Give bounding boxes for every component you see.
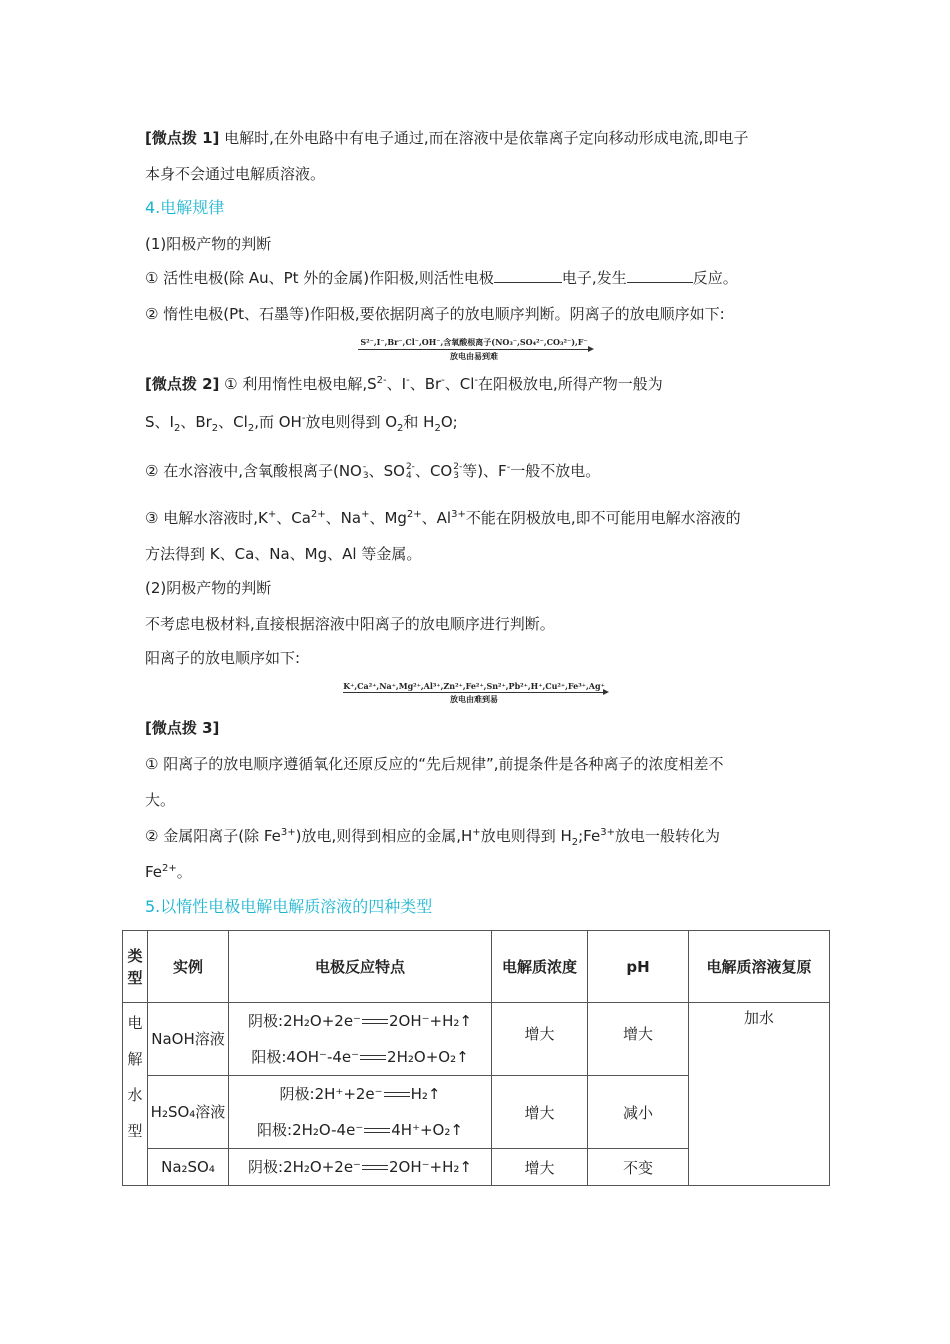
cation-order-text: K⁺,Ca²⁺,Na⁺,Mg²⁺,Al³⁺,Zn²⁺,Fe²⁺,Sn²⁺,Pb²⁺,H⁺,Cu²⁺,Fe³⁺,Ag⁺ — [343, 681, 605, 691]
header-concentration: 电解质浓度 — [492, 931, 588, 1003]
section4-sub2: (2)阴极产物的判断 — [145, 579, 272, 597]
example-cell: Na₂SO₄ — [148, 1149, 229, 1186]
equals-icon — [384, 1092, 410, 1097]
tip2-line3: ② 在水溶液中,含氧酸根离子(NO - 3 、SO 2- 4 、CO 2- 3 等)、F-一般不放电。 — [145, 461, 601, 481]
cation-order-caption: 放电由难到易 — [450, 694, 498, 704]
reaction-cell: 阴极:2H⁺+2e⁻ H₂↑ 阳极:2H₂O-4e⁻ 4H⁺+O₂↑ — [229, 1076, 492, 1149]
section5-title: 5.以惰性电极电解电解质溶液的四种类型 — [145, 897, 433, 916]
header-type: 类型 — [123, 931, 148, 1003]
anion-order-diagram — [358, 337, 590, 362]
tip3-line3: ② 金属阳离子(除 $Fe^{3+}$)放电,则得到相应的金属,H+放电则得到 $H_2;Fe^{3+}$放电一般转化为 — [145, 827, 720, 848]
section4-title: 4.电解规律 — [145, 198, 225, 217]
tip1-line1: [微点拨 1] 电解时,在外电路中有电子通过,而在溶液中是依靠离子定向移动形成电流,即电子 — [145, 129, 749, 147]
table-header-row — [123, 931, 830, 1003]
tip3-line1: ① 阳离子的放电顺序遵循氧化还原反应的“先后规律”,前提条件是各种离子的浓度相差不 — [145, 755, 724, 773]
section4-p2: 阳离子的放电顺序如下: — [145, 649, 301, 667]
concentration-cell: 增大 — [492, 1003, 588, 1076]
tip2-line1: [微点拨 2] ① 利用惰性电极电解$,S^{2-}$、I-、Br-、Cl-在阳极放电,所得产物一般为 — [145, 375, 663, 393]
header-example: 实例 — [148, 931, 229, 1003]
section4-item1: ① 活性电极(除 Au、Pt 外的金属)作阳极,则活性电极 电子,发生 反应。 — [145, 269, 738, 287]
header-reaction: 电极反应特点 — [229, 931, 492, 1003]
tip2-label: [微点拨 2] — [145, 375, 220, 393]
tip3-label: [微点拨 3] — [145, 719, 220, 737]
anion-order-caption: 放电由易到难 — [450, 351, 498, 361]
tip1-label: [微点拨 1] — [145, 129, 220, 147]
concentration-cell: 增大 — [492, 1149, 588, 1186]
tip2-line2: S、$I_2$、$Br_2$、$Cl_2$,而 OH-放电则得到 $O_2$和 $H_2O$; — [145, 413, 458, 434]
header-ph: pH — [588, 931, 689, 1003]
ph-cell: 增大 — [588, 1003, 689, 1076]
blank-2[interactable] — [627, 268, 693, 283]
section4-sub1: (1)阳极产物的判断 — [145, 235, 272, 253]
tip1-line2: 本身不会通过电解质溶液。 — [145, 165, 326, 183]
section4-item2: ② 惰性电极(Pt、石墨等)作阳极,要依据阴离子的放电顺序判断。阴离子的放电顺序如下: — [145, 305, 725, 323]
equals-icon — [364, 1128, 390, 1133]
electrolysis-table — [122, 930, 830, 1186]
cation-order-diagram — [343, 681, 605, 705]
ph-cell: 减小 — [588, 1076, 689, 1149]
arrow-right-icon — [343, 692, 605, 693]
tip2-line4: ③ 电解水溶液时,K+、$Ca^{2+}$、Na+、$Mg^{2+}$、$Al^{3+}$不能在阴极放电,即不可能用电解水溶液的 — [145, 509, 741, 527]
example-cell: NaOH溶液 — [148, 1003, 229, 1076]
reaction-cell: 阴极:2H₂O+2e⁻ 2OH⁻+H₂↑ — [229, 1149, 492, 1186]
tip2-line5: 方法得到 K、Ca、Na、Mg、Al 等金属。 — [145, 545, 422, 563]
section4-p1: 不考虑电极材料,直接根据溶液中阳离子的放电顺序进行判断。 — [145, 615, 555, 633]
header-restore: 电解质溶液复原 — [689, 931, 830, 1003]
anion-order-text: S²⁻,I⁻,Br⁻,Cl⁻,OH⁻,含氧酸根离子(NO₃⁻,SO₄²⁻,CO₃²⁻),F⁻ — [360, 337, 588, 347]
concentration-cell: 增大 — [492, 1076, 588, 1149]
blank-1[interactable] — [494, 268, 562, 283]
ph-cell: 不变 — [588, 1149, 689, 1186]
tip3-line4: $Fe^{2+}$。 — [145, 863, 192, 881]
equals-icon — [360, 1055, 386, 1060]
type-cell: 电解水型 — [123, 1003, 148, 1186]
tip3-line2: 大。 — [145, 791, 176, 809]
equals-icon — [362, 1165, 388, 1170]
arrow-right-icon — [358, 349, 590, 350]
equals-icon — [362, 1019, 388, 1024]
restore-cell: 加水 — [689, 1003, 830, 1186]
example-cell: H₂SO₄溶液 — [148, 1076, 229, 1149]
table-row — [123, 1003, 830, 1076]
reaction-cell: 阴极:2H₂O+2e⁻ 2OH⁻+H₂↑ 阳极:4OH⁻-4e⁻ 2H₂O+O₂↑ — [229, 1003, 492, 1076]
